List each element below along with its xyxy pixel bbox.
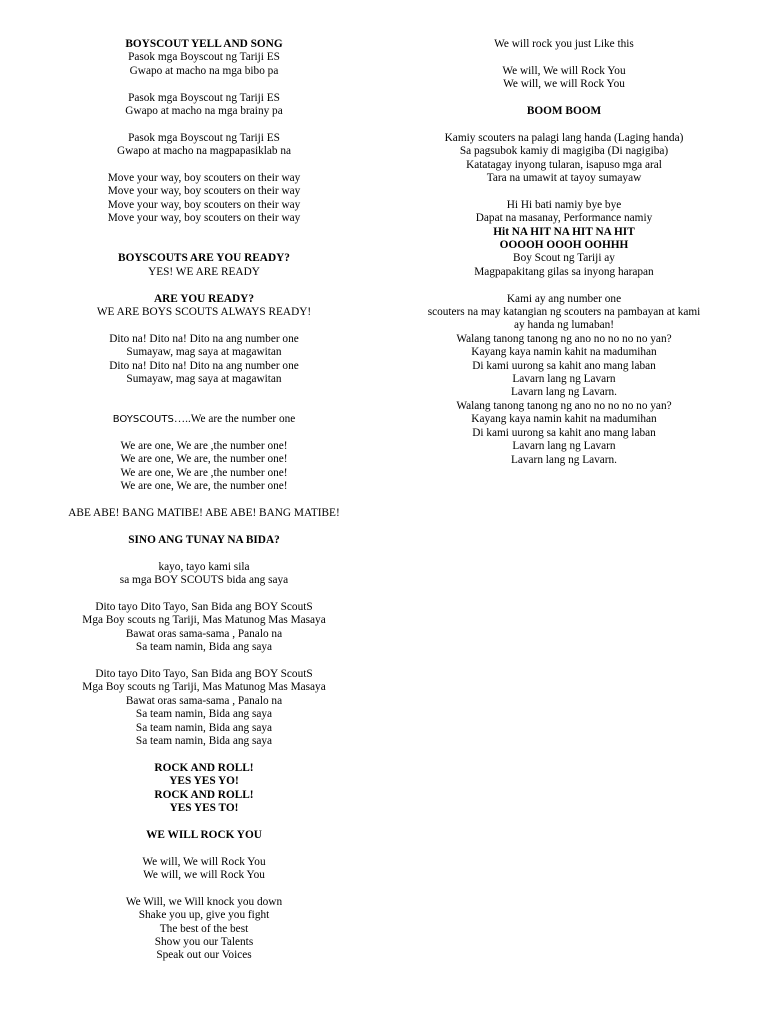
lyric-line: Kamiy scouters na palagi lang handa (Laging handa) xyxy=(444,131,684,144)
lyric-line: Dapat na masanay, Performance namiy xyxy=(475,212,653,225)
stanza xyxy=(398,65,730,92)
heading-line: ROCK AND ROLL! xyxy=(154,761,254,774)
stanza xyxy=(40,252,368,279)
lyric-line: Di kami uurong sa kahit ano mang laban xyxy=(472,426,656,439)
stanza xyxy=(40,92,368,119)
lyric-line: The best of the best xyxy=(159,922,249,935)
heading-line: SINO ANG TUNAY NA BIDA? xyxy=(128,533,280,546)
lyric-line: We Will, we Will knock you down xyxy=(125,895,283,908)
lyric-line: Dito na! Dito na! Dito na ang number one xyxy=(109,359,299,372)
lyric-line: Gwapo at macho na mga brainy pa xyxy=(125,105,283,118)
lyric-line: Move your way, boy scouters on their way xyxy=(107,185,301,198)
stanza xyxy=(40,132,368,159)
lyric-line: Sa team namin, Bida ang saya xyxy=(135,734,273,747)
lyric-line: Bawat oras sama-sama , Panalo na xyxy=(125,627,283,640)
stanza xyxy=(40,856,368,883)
heading-line: BOOM BOOM xyxy=(526,105,602,117)
lyric-line: Dito na! Dito na! Dito na ang number one xyxy=(109,332,299,345)
stanza xyxy=(40,762,368,816)
lyric-line: Move your way, boy scouters on their way xyxy=(107,212,301,225)
heading-line: YES YES YO! xyxy=(169,775,239,788)
stanza xyxy=(40,668,368,748)
lyric-line: Di kami uurong sa kahit ano mang laban xyxy=(472,359,656,372)
stanza xyxy=(40,561,368,588)
lyric-line: Show you our Talents xyxy=(154,935,254,948)
heading-line: OOOOH OOOH OOHHH xyxy=(499,239,629,252)
lyric-line: Speak out our Voices xyxy=(156,949,252,962)
lyric-line: Gwapo at macho na mga bibo pa xyxy=(129,64,279,77)
left-column xyxy=(40,38,368,976)
stanza xyxy=(40,38,368,78)
heading-line: YES YES TO! xyxy=(169,801,239,814)
lyric-line: Sumayaw, mag saya at magawitan xyxy=(126,346,282,359)
lyric-line: Dito tayo Dito Tayo, San Bida ang BOY ScoutS xyxy=(95,600,313,613)
lyric-line: Magpapakitang gilas sa inyong harapan xyxy=(474,265,654,278)
stanza xyxy=(398,105,730,118)
stanza xyxy=(398,293,730,467)
lyric-line: Pasok mga Boyscout ng Tariji ES xyxy=(128,131,280,144)
lyric-line: We will, we will Rock You xyxy=(143,868,265,881)
lyric-line: We will, we will Rock You xyxy=(503,78,625,91)
stanza xyxy=(398,199,730,279)
lyric-line: Sumayaw, mag saya at magawitan xyxy=(126,373,282,386)
lyric-line: We are one, We are ,the number one! xyxy=(120,440,288,453)
lyric-line: We will, We will Rock You xyxy=(502,64,626,77)
lyric-line: sa mga BOY SCOUTS bida ang saya xyxy=(119,574,289,587)
heading-line: ROCK AND ROLL! xyxy=(154,788,254,801)
lyric-line: scouters na may katangian ng scouters na pambayan at kami xyxy=(427,306,701,319)
lyric-line: We are one, We are, the number one! xyxy=(120,453,288,466)
lyric-line: Kayang kaya namin kahit na madumihan xyxy=(471,346,657,359)
lyric-line: Pasok mga Boyscout ng Tariji ES xyxy=(128,91,280,104)
heading-line: ARE YOU READY? xyxy=(153,292,254,305)
lyric-line: Gwapo at macho na magpapasiklab na xyxy=(116,145,292,158)
stanza xyxy=(40,534,368,547)
heading-line: WE WILL ROCK YOU xyxy=(146,828,262,841)
lyric-line: We will rock you just Like this xyxy=(494,38,634,50)
lyric-line: We are one, We are ,the number one! xyxy=(120,466,288,479)
stanza xyxy=(40,601,368,655)
lyric-line: Lavarn lang ng Lavarn xyxy=(512,373,616,386)
stanza xyxy=(40,172,368,226)
lyric-line: Kami ay ang number one xyxy=(506,292,622,305)
lyric-fragment: BOYSCOUTS xyxy=(112,414,174,426)
heading-line: BOYSCOUT YELL AND SONG xyxy=(125,38,283,50)
stanza xyxy=(398,132,730,186)
lyric-line: Lavarn lang ng Lavarn. xyxy=(510,453,618,466)
lyric-line: Move your way, boy scouters on their way xyxy=(107,198,301,211)
lyric-line: Sa team namin, Bida ang saya xyxy=(135,641,273,654)
stanza xyxy=(40,896,368,963)
lyric-line: kayo, tayo kami sila xyxy=(158,560,250,573)
stanza xyxy=(40,333,368,387)
lyric-line: ay handa ng lumaban! xyxy=(513,319,615,332)
lyric-line: Mga Boy scouts ng Tariji, Mas Matunog Mas Masaya xyxy=(82,614,326,627)
lyric-line: We will, We will Rock You xyxy=(142,855,266,868)
stanza xyxy=(40,293,368,320)
lyric-line: Dito tayo Dito Tayo, San Bida ang BOY ScoutS xyxy=(95,667,313,680)
stanza xyxy=(398,38,730,51)
stanza xyxy=(40,440,368,494)
lyric-line: We are one, We are, the number one! xyxy=(120,480,288,493)
lyric-line: Walang tanong tanong ng ano no no no no yan? xyxy=(456,399,672,412)
stanza xyxy=(40,507,368,520)
stanza xyxy=(40,829,368,842)
lyric-line: ABE ABE! BANG MATIBE! ABE ABE! BANG MATIBE! xyxy=(68,507,340,520)
lyric-line: Tara na umawit at tayoy sumayaw xyxy=(486,172,642,185)
lyric-line: Sa team namin, Bida ang saya xyxy=(135,708,273,721)
lyric-line: YES! WE ARE READY xyxy=(148,265,260,278)
right-column xyxy=(398,38,730,480)
lyric-line: Lavarn lang ng Lavarn. xyxy=(510,386,618,399)
lyric-line: Pasok mga Boyscout ng Tariji ES xyxy=(128,51,280,64)
lyric-line: Katatagay inyong tularan, isapuso mga aral xyxy=(466,158,662,171)
lyric-line: Bawat oras sama-sama , Panalo na xyxy=(125,694,283,707)
lyric-line: Mga Boy scouts ng Tariji, Mas Matunog Mas Masaya xyxy=(82,681,326,694)
lyric-line: Sa pagsubok kamiy di magigiba (Di nagigiba) xyxy=(459,145,669,158)
lyric-line: Walang tanong tanong ng ano no no no no yan? xyxy=(456,332,672,345)
lyric-line: Boy Scout ng Tariji ay xyxy=(513,252,615,265)
lyric-line xyxy=(40,413,368,426)
lyric-line: WE ARE BOYS SCOUTS ALWAYS READY! xyxy=(96,306,312,319)
lyric-fragment: …..We are the number one xyxy=(173,413,296,426)
lyric-line: Shake you up, give you fight xyxy=(138,909,270,922)
heading-line: Hit NA HIT NA HIT NA HIT xyxy=(493,225,635,238)
lyric-line: Lavarn lang ng Lavarn xyxy=(512,440,616,453)
lyric-line: Sa team namin, Bida ang saya xyxy=(135,721,273,734)
lyric-line: Kayang kaya namin kahit na madumihan xyxy=(471,413,657,426)
stanza xyxy=(40,413,368,426)
heading-line: BOYSCOUTS ARE YOU READY? xyxy=(118,252,290,265)
lyric-line: Move your way, boy scouters on their way xyxy=(107,172,301,185)
lyric-line: Hi Hi bati namiy bye bye xyxy=(506,198,622,211)
